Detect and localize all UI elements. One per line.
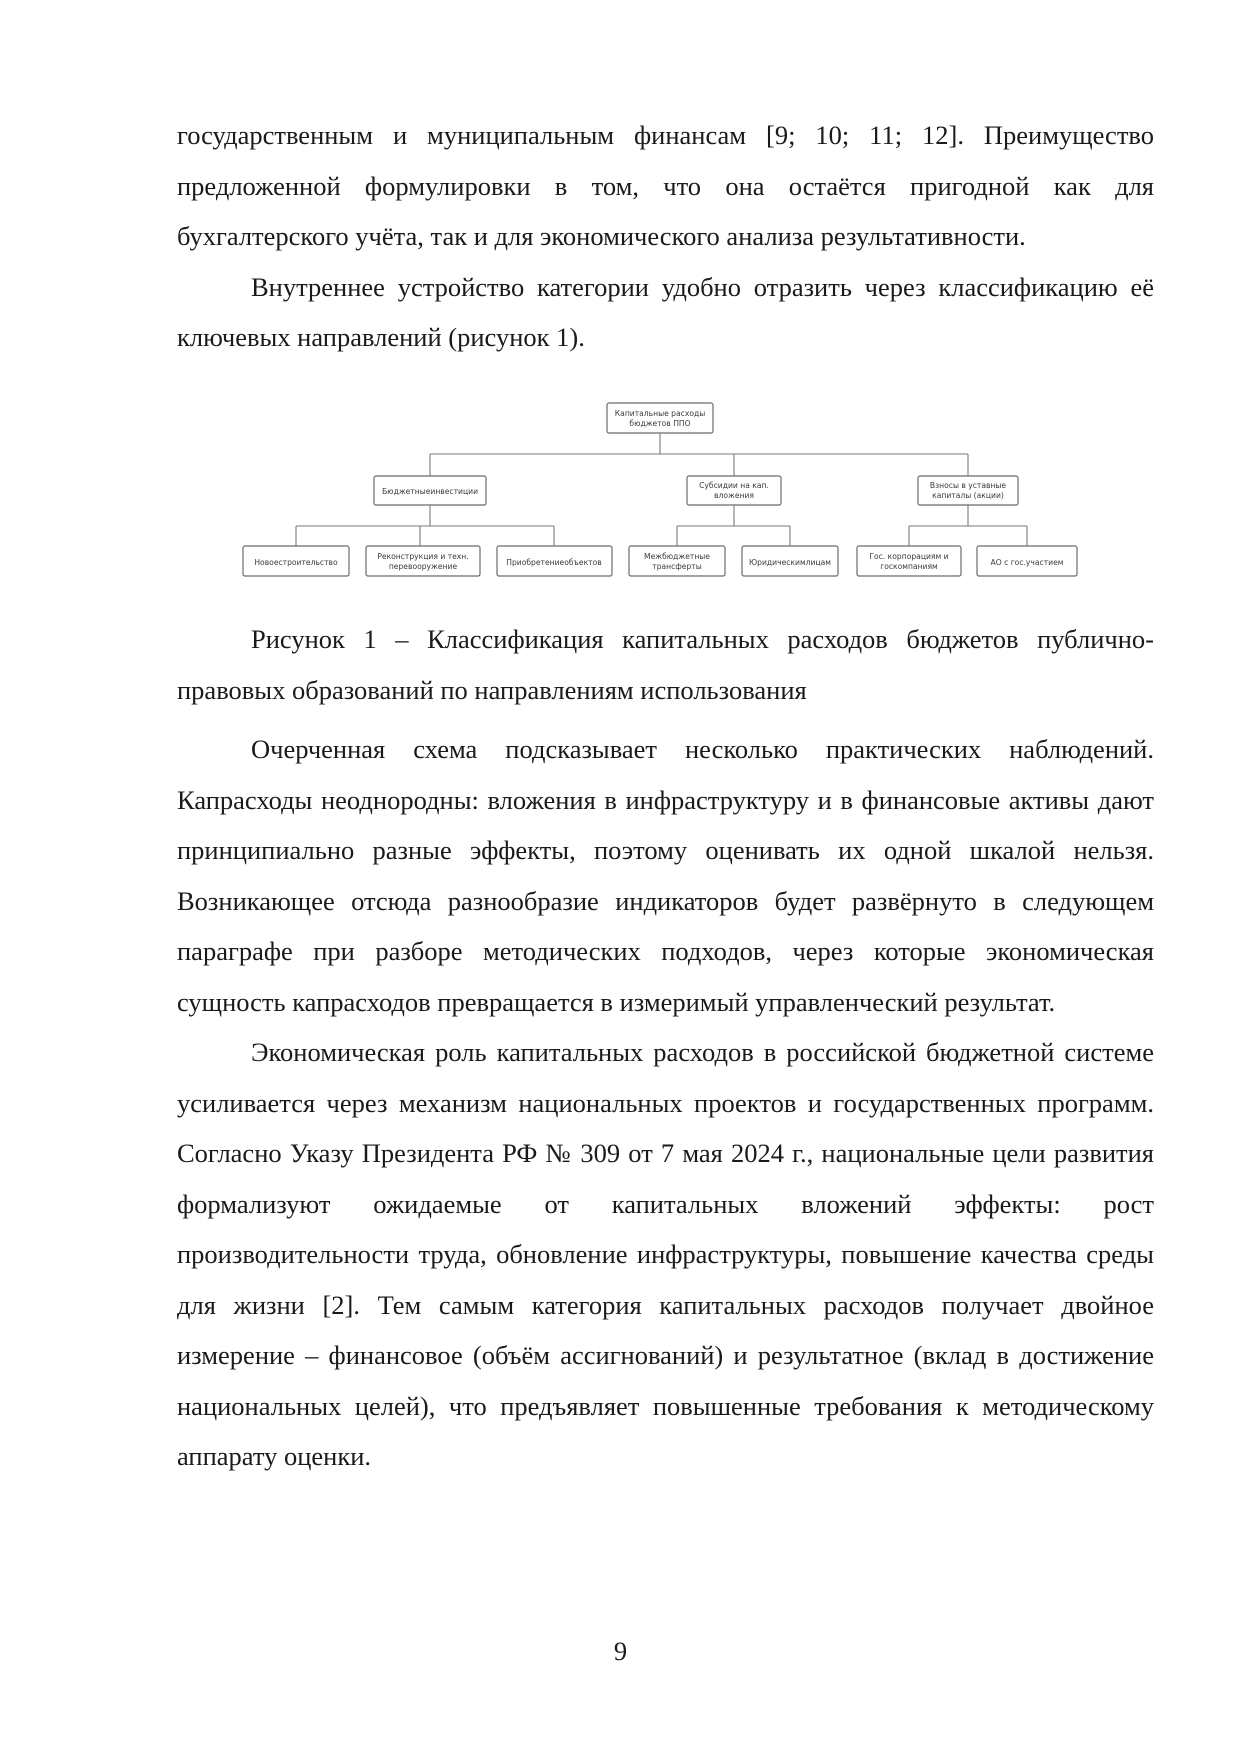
- node-root-line-2: бюджетов ППО: [629, 419, 691, 428]
- figure-caption-block: [177, 614, 1154, 715]
- diagram-svg: [240, 402, 1082, 582]
- node-budget-investments-label: Бюджетныеинвестиции: [381, 487, 479, 496]
- paragraph: Экономическая роль капитальных расходов в российской бюджетной системе усиливается через механизм национальных проектов и государственных программ. Согласно Указу Президента РФ № 309 от 7 мая 2024 г., национальные цели развития формализуют ожидаемые от капитальных вложений эффекты: рост производительности труда, обновление инфраструктуры, повышение качества среды для жизни [2]. Тем самым категория капитальных расходов получает двойное измерение – финансовое (объём ассигнований) и результатное (вклад в достижение национальных целей), что предъявляет повышенные требования к методическому аппарату оценки.: [177, 1037, 1154, 1471]
- paragraph: Очерченная схема подсказывает несколько практических наблюдений. Капрасходы неоднородны: вложения в инфраструктуру и в финансовые активы дают принципиально разные эффекты, поэтому оценивать их одной шкалой нельзя. Возникающее отсюда разнообразие индикаторов будет развёрнуто в следующем параграфе при разборе методических подходов, через которые экономическая сущность капрасходов превращается в измеримый управленческий результат.: [177, 734, 1154, 1017]
- paragraph: Внутреннее устройство категории удобно отразить через классификацию её ключевых направлений (рисунок 1).: [177, 271, 1154, 352]
- node-contributions-line-2: капиталы (акции): [932, 491, 1004, 500]
- paragraph: государственным и муниципальным финансам [9; 10; 11; 12]. Преимущество предложенной формулировки в том, что она остаётся пригодной как для бухгалтерского учёта, так и для экономического анализа результативности.: [177, 120, 1154, 251]
- figure-caption: Рисунок 1 – Классификация капитальных расходов бюджетов публично-правовых образований по направлениям использования: [177, 624, 1154, 705]
- node-state-corporations: [857, 546, 961, 576]
- node-contributions-line-1: Взносы в уставные: [929, 481, 1007, 490]
- node-legal-entities: [742, 546, 838, 576]
- node-state-corporations-line-1: Гос. корпорациям и: [869, 552, 949, 561]
- node-subsidies: [687, 476, 781, 505]
- node-acquisition: [497, 546, 612, 576]
- node-root-line-1: Капитальные расходы: [614, 409, 706, 418]
- node-state-corporations-line-2: госкомпаниям: [880, 562, 938, 571]
- text-block-top: [177, 110, 1154, 363]
- node-new-construction-label: Новоестроительство: [254, 558, 338, 567]
- node-subsidies-line-1: Субсидии на кап.: [699, 481, 769, 490]
- node-new-construction: [243, 546, 349, 576]
- text-block-bottom: [177, 724, 1154, 1482]
- node-interbudget-line-2: трансферты: [652, 562, 702, 571]
- node-root: [607, 403, 713, 433]
- classification-diagram: [240, 402, 1082, 582]
- node-subsidies-line-2: вложения: [714, 491, 754, 500]
- node-acquisition-label: Приобретениеобъектов: [506, 558, 602, 567]
- node-joint-stock-label: АО с гос.участием: [990, 558, 1064, 567]
- page-number: 9: [613, 1636, 628, 1666]
- node-contributions: [918, 476, 1018, 505]
- node-interbudget: [629, 546, 725, 576]
- node-reconstruction-line-2: перевооружение: [388, 562, 458, 571]
- node-legal-entities-label: Юридическимлицам: [748, 558, 832, 567]
- node-interbudget-line-1: Межбюджетные: [644, 552, 710, 561]
- node-reconstruction-line-1: Реконструкция и техн.: [377, 552, 469, 561]
- node-budget-investments: [374, 476, 486, 505]
- node-reconstruction: [366, 546, 480, 576]
- node-joint-stock: [977, 546, 1077, 576]
